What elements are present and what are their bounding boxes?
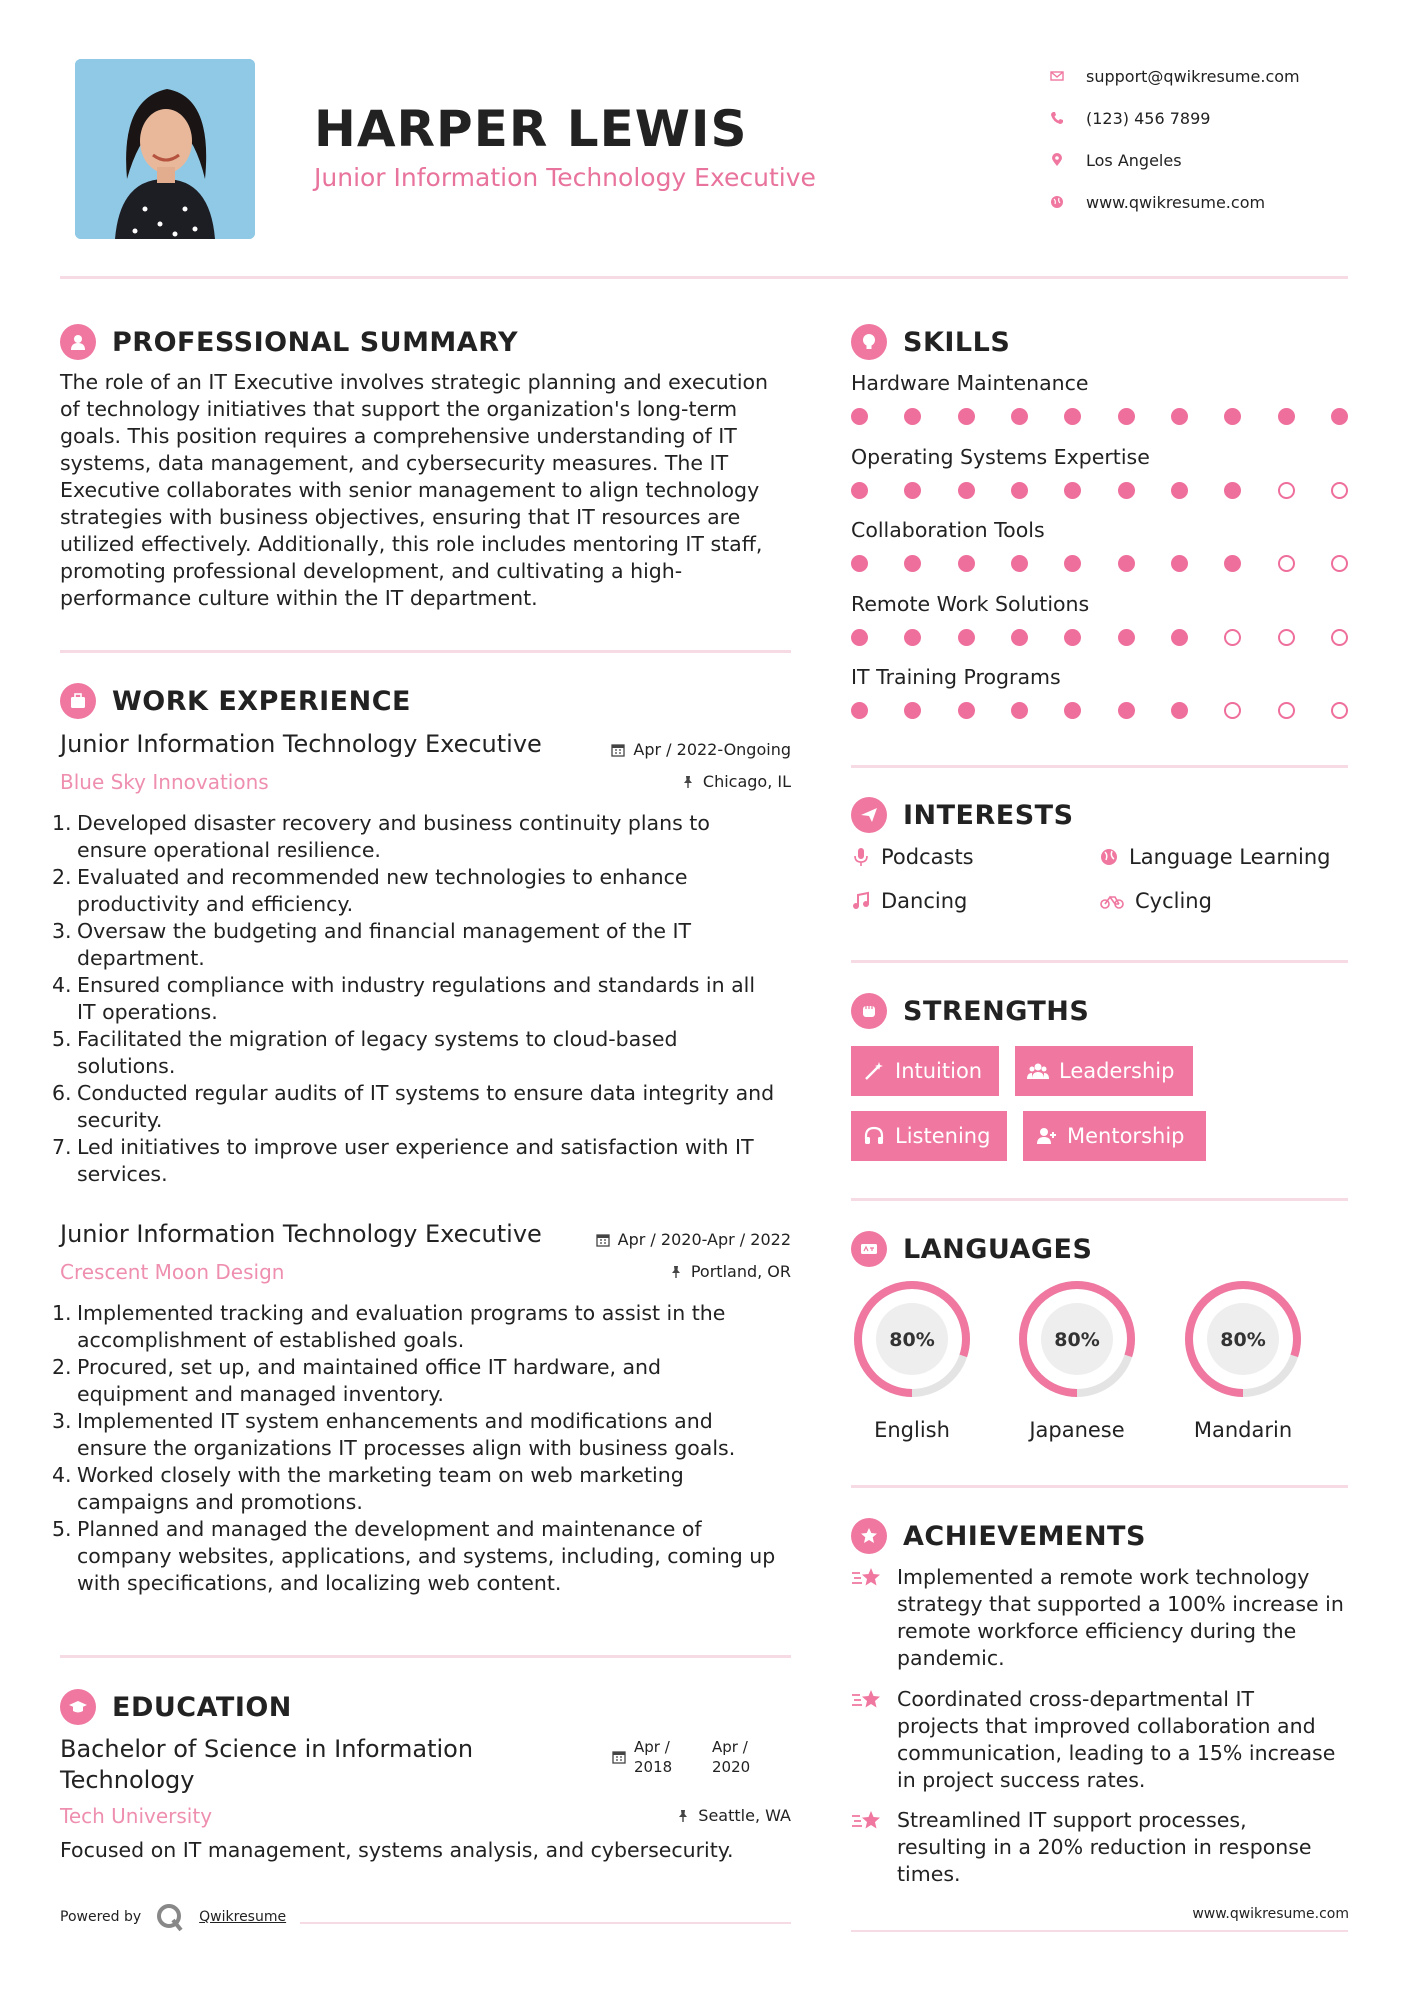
job-location	[669, 1262, 791, 1281]
location-text: Los Angeles	[1086, 150, 1182, 170]
education-title: EDUCATION	[112, 1691, 292, 1723]
rating-dot-filled	[1171, 702, 1188, 719]
list-item: 4. Worked closely with the marketing team on web marketing campaigns and promotions.	[52, 1463, 684, 1514]
rating-dot-filled	[958, 482, 975, 499]
language-item	[1182, 1278, 1304, 1442]
contact-email[interactable]	[1050, 55, 1370, 97]
envelope-icon	[1050, 69, 1086, 83]
rating-dot-filled	[851, 702, 868, 719]
magic-wand-icon	[863, 1060, 885, 1082]
star-badge-icon	[851, 1518, 887, 1554]
language-progress-ring	[1182, 1278, 1304, 1400]
shooting-star-icon	[851, 1807, 883, 1835]
rating-dot-filled	[851, 408, 868, 425]
rating-dot-filled	[1118, 408, 1135, 425]
start-date: Apr /	[634, 1738, 670, 1756]
job-title: Junior Information Technology Executive	[60, 730, 542, 758]
achievements-heading	[851, 1518, 1146, 1554]
skill-rating	[851, 482, 1348, 499]
section-divider	[851, 960, 1348, 963]
strength-tag: Listening	[851, 1111, 1007, 1161]
section-divider	[60, 1655, 791, 1658]
rating-dot-filled	[1118, 629, 1135, 646]
achievement-item: Streamlined IT support processes, resulting in a 20% reduction in response times.	[851, 1807, 1351, 1888]
list-item: 4. Ensured compliance with industry regulations and standards in all IT operations.	[52, 973, 756, 1024]
shooting-star-icon	[851, 1686, 883, 1714]
rating-dot-filled	[904, 482, 921, 499]
summary-title: PROFESSIONAL SUMMARY	[112, 326, 519, 358]
summary-line: goals. This position requires a comprehensive understanding of IT	[60, 424, 737, 448]
skill-rating	[851, 408, 1348, 425]
rating-dot-filled	[904, 702, 921, 719]
rating-dot-empty	[1331, 555, 1348, 572]
summary-line: performance culture within the IT department.	[60, 586, 538, 610]
rating-dot-empty	[1278, 702, 1295, 719]
rating-dot-filled	[1224, 482, 1241, 499]
rating-dot-filled	[1064, 555, 1081, 572]
list-item: 6. Conducted regular audits of IT systems to ensure data integrity and security.	[52, 1081, 775, 1132]
interest-item: Podcasts	[851, 845, 974, 869]
contact-block	[1050, 55, 1370, 223]
rating-dot-filled	[958, 629, 975, 646]
rating-dot-filled	[1011, 702, 1028, 719]
bicycle-icon	[1099, 891, 1125, 911]
rating-dot-empty	[1224, 629, 1241, 646]
website-text: www.qwikresume.com	[1086, 192, 1266, 212]
rating-dot-filled	[958, 702, 975, 719]
rating-dot-filled	[851, 555, 868, 572]
phone-text: (123) 456 7899	[1086, 108, 1211, 128]
rating-dot-filled	[851, 629, 868, 646]
company-name: Crescent Moon Design	[60, 1260, 285, 1284]
email-text: support@qwikresume.com	[1086, 66, 1300, 86]
language-name: Mandarin	[1193, 1418, 1293, 1442]
rating-dot-filled	[1224, 555, 1241, 572]
footer-divider	[851, 1930, 1348, 1932]
rating-dot-filled	[1331, 408, 1348, 425]
job-location-text: Chicago, IL	[702, 772, 791, 791]
interests-title: INTERESTS	[903, 799, 1074, 831]
shooting-star-icon	[851, 1564, 883, 1592]
language-name: Japanese	[1029, 1418, 1125, 1442]
pushpin-icon	[676, 1809, 690, 1823]
pushpin-icon	[669, 1265, 683, 1279]
job-location-text: Portland, OR	[690, 1262, 791, 1281]
contact-phone[interactable]	[1050, 97, 1370, 139]
section-divider	[851, 1485, 1348, 1488]
achievement-item: Coordinated cross-departmental IT projects that improved collaboration and communication, leading to a 15% increase in project success rates.	[851, 1686, 1351, 1794]
strengths-heading	[851, 993, 1089, 1029]
rating-dot-filled	[1118, 482, 1135, 499]
profile-photo	[75, 59, 255, 239]
experience-heading	[60, 683, 411, 719]
rating-dot-filled	[1278, 408, 1295, 425]
qwikresume-link[interactable]: Qwikresume	[199, 1909, 287, 1925]
add-user-icon	[1035, 1125, 1057, 1147]
summary-line: Executive collaborates with senior management to align technology	[60, 478, 760, 502]
job-title: Junior Information Technology Executive	[60, 1220, 542, 1248]
education-description: Focused on IT management, systems analysis, and cybersecurity.	[60, 1838, 734, 1862]
briefcase-icon	[60, 683, 96, 719]
job-bullets	[52, 810, 797, 1188]
list-item: 2. Evaluated and recommended new technologies to enhance productivity and efficiency.	[52, 865, 688, 916]
skill-rating	[851, 702, 1348, 719]
interest-item: Dancing	[851, 889, 967, 913]
rating-dot-filled	[1064, 408, 1081, 425]
education-dates: Apr / 2018 Apr / 2020	[612, 1737, 750, 1777]
job-dates	[611, 740, 791, 759]
summary-line: utilized effectively. Additionally, this role includes mentoring IT staff,	[60, 532, 763, 556]
rating-dot-filled	[1064, 482, 1081, 499]
rating-dot-empty	[1331, 629, 1348, 646]
summary-line: The role of an IT Executive involves strategic planning and execution	[60, 370, 769, 394]
globe-icon	[1099, 847, 1119, 867]
interest-item: Cycling	[1099, 889, 1212, 913]
globe-icon	[1050, 195, 1086, 209]
strength-tag: Mentorship	[1023, 1111, 1206, 1161]
contact-website[interactable]	[1050, 181, 1370, 223]
job-location	[681, 772, 791, 791]
rating-dot-filled	[851, 482, 868, 499]
job-bullets	[52, 1300, 797, 1597]
list-item: 5. Planned and managed the development and maintenance of company websites, applications, and systems, including, coming up with specifications, and localizing web content.	[52, 1517, 776, 1595]
user-icon	[60, 324, 96, 360]
qwikresume-logo-icon	[155, 1902, 185, 1932]
rating-dot-empty	[1331, 702, 1348, 719]
summary-line: promoting professional development, and cultivating a high-	[60, 559, 683, 583]
language-item	[1016, 1278, 1138, 1442]
list-item: 5. Facilitated the migration of legacy systems to cloud-based solutions.	[52, 1027, 678, 1078]
interests-heading	[851, 797, 1074, 833]
candidate-role: Junior Information Technology Executive	[314, 163, 816, 192]
rating-dot-filled	[1224, 408, 1241, 425]
strengths-title: STRENGTHS	[903, 995, 1090, 1027]
phone-icon	[1050, 111, 1086, 125]
headphones-icon	[863, 1125, 885, 1147]
rating-dot-filled	[1118, 555, 1135, 572]
rating-dot-filled	[1064, 629, 1081, 646]
education-location	[676, 1806, 791, 1825]
list-item: 2. Procured, set up, and maintained office IT hardware, and equipment and managed inventory.	[52, 1355, 662, 1406]
summary-text	[60, 369, 790, 612]
footer-url[interactable]: www.qwikresume.com	[1192, 1906, 1349, 1922]
music-note-icon	[851, 891, 871, 911]
calendar-icon	[596, 1233, 610, 1247]
job-dates	[596, 1230, 791, 1249]
language-progress-ring	[851, 1278, 973, 1400]
rating-dot-filled	[904, 629, 921, 646]
calendar-icon	[612, 1750, 626, 1764]
education-heading	[60, 1689, 292, 1725]
summary-heading	[60, 324, 518, 360]
powered-by	[60, 1902, 286, 1932]
lightbulb-icon	[851, 324, 887, 360]
job-dates-text: Apr / 2020-Apr / 2022	[617, 1230, 791, 1249]
language-progress-ring	[1016, 1278, 1138, 1400]
section-divider	[851, 765, 1348, 768]
paper-plane-icon	[851, 797, 887, 833]
education-location-text: Seattle, WA	[698, 1806, 791, 1825]
strength-tag: Leadership	[1015, 1046, 1193, 1096]
candidate-name: HARPER LEWIS	[314, 100, 748, 158]
language-percent: 80%	[1054, 1329, 1100, 1351]
rating-dot-filled	[1064, 702, 1081, 719]
school-name: Tech University	[60, 1804, 213, 1828]
degree-name: Bachelor of Science in Information Technology	[60, 1735, 474, 1794]
language-item	[851, 1278, 973, 1442]
rating-dot-empty	[1278, 629, 1295, 646]
summary-line: of technology initiatives that support the organization's long-term	[60, 397, 738, 421]
languages-heading	[851, 1231, 1092, 1267]
pushpin-icon	[681, 775, 695, 789]
rating-dot-filled	[1171, 408, 1188, 425]
rating-dot-filled	[1171, 482, 1188, 499]
skill-name: Remote Work Solutions	[851, 591, 1090, 616]
group-icon	[1027, 1060, 1049, 1082]
rating-dot-filled	[1118, 702, 1135, 719]
skill-rating	[851, 555, 1348, 572]
footer-divider	[300, 1922, 791, 1924]
rating-dot-filled	[904, 555, 921, 572]
contact-location	[1050, 139, 1370, 181]
skill-name: IT Training Programs	[851, 665, 1061, 689]
rating-dot-filled	[1171, 555, 1188, 572]
rating-dot-filled	[904, 408, 921, 425]
languages-title: LANGUAGES	[903, 1233, 1093, 1265]
rating-dot-filled	[1171, 629, 1188, 646]
list-item: 1. Developed disaster recovery and business continuity plans to ensure operational resilience.	[52, 811, 710, 862]
summary-line: systems, data management, and cybersecurity measures. The IT	[60, 451, 729, 475]
skills-title: SKILLS	[903, 326, 1011, 358]
language-card-icon	[851, 1231, 887, 1267]
section-divider	[851, 1198, 1348, 1201]
graduation-cap-icon	[60, 1689, 96, 1725]
strength-tag: Intuition	[851, 1046, 999, 1096]
rating-dot-filled	[1011, 629, 1028, 646]
end-date: Apr /	[712, 1738, 748, 1756]
skill-name: Collaboration Tools	[851, 518, 1045, 542]
rating-dot-filled	[958, 408, 975, 425]
map-pin-icon	[1050, 153, 1086, 167]
job-dates-text: Apr / 2022-Ongoing	[633, 740, 791, 759]
skills-heading	[851, 324, 1010, 360]
list-item: 3. Implemented IT system enhancements and modifications and ensure the organizations IT processes align with business goals.	[52, 1409, 736, 1460]
achievements-title: ACHIEVEMENTS	[903, 1520, 1146, 1552]
header-divider	[60, 276, 1348, 279]
powered-by-label: Powered by	[60, 1909, 142, 1925]
rating-dot-empty	[1278, 482, 1295, 499]
rating-dot-filled	[1011, 555, 1028, 572]
section-divider	[60, 650, 791, 653]
language-name: English	[874, 1418, 950, 1442]
list-item: 1. Implemented tracking and evaluation programs to assist in the accomplishment of established goals.	[52, 1301, 726, 1352]
skill-name: Hardware Maintenance	[851, 371, 1089, 395]
rating-dot-filled	[1011, 408, 1028, 425]
microphone-icon	[851, 847, 871, 867]
rating-dot-filled	[1011, 482, 1028, 499]
language-percent: 80%	[889, 1329, 935, 1351]
company-name: Blue Sky Innovations	[60, 770, 269, 794]
rating-dot-filled	[958, 555, 975, 572]
fist-icon	[851, 993, 887, 1029]
list-item: 7. Led initiatives to improve user experience and satisfaction with IT services.	[52, 1135, 754, 1186]
achievement-item: Implemented a remote work technology strategy that supported a 100% increase in remote workforce efficiency during the pandemic.	[851, 1564, 1351, 1672]
skill-name: Operating Systems Expertise	[851, 444, 1150, 469]
interest-item: Language Learning	[1099, 845, 1330, 869]
list-item: 3. Oversaw the budgeting and financial management of the IT department.	[52, 919, 692, 970]
rating-dot-empty	[1224, 702, 1241, 719]
language-percent: 80%	[1220, 1329, 1266, 1351]
rating-dot-empty	[1331, 482, 1348, 499]
rating-dot-empty	[1278, 555, 1295, 572]
calendar-icon	[611, 743, 625, 757]
experience-title: WORK EXPERIENCE	[112, 685, 411, 717]
skill-rating	[851, 629, 1348, 646]
summary-line: strategies with business objectives, ensuring that IT resources are	[60, 505, 741, 529]
